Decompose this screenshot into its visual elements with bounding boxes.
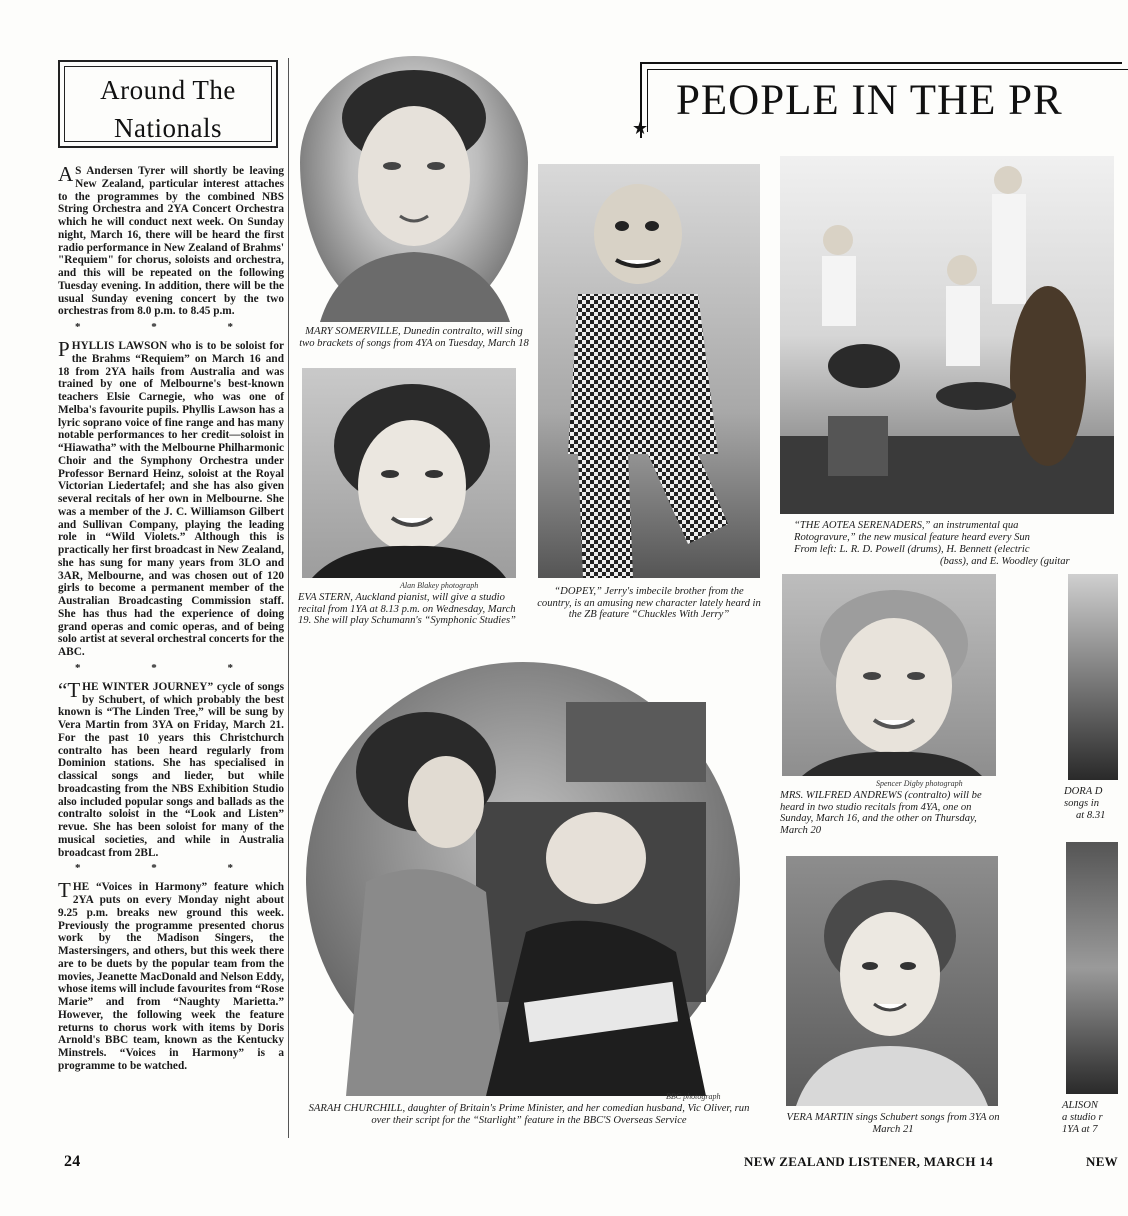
photo-vera-martin [786,856,998,1106]
page-headline: PEOPLE IN THE PR [676,77,1063,124]
caption-dora-line1: DORA D [1064,786,1103,797]
credit-bbc: BBC photograph [666,1092,721,1101]
caption-dora-line2: songs in [1064,798,1100,809]
publication-line: NEW ZEALAND LISTENER, MARCH 14 [744,1154,993,1169]
credit-digby: Spencer Digby photograph [876,779,963,788]
photo-alison-cropped [1066,842,1118,1094]
photo-mary-somerville [300,56,528,322]
separator-stars: * * * [75,862,267,875]
publication-line-next-page: NEW [1086,1154,1118,1169]
portrait-illustration [786,856,998,1106]
column-title-box [58,60,278,148]
caption-alison-line1: ALISON [1062,1100,1098,1111]
page-number: 24 [64,1153,81,1170]
puppet-illustration [538,164,760,578]
column-title-inner-frame [64,66,272,142]
credit-blakey: Alan Blakey photograph [400,581,479,590]
caption-martin: VERA MARTIN sings Schubert songs from 3YA on March 21 [786,1112,1000,1135]
caption-aotea-line3: From left: L. R. D. Powell (drums), H. Bennett (electric [794,544,1030,555]
photo-eva-stern [302,368,516,578]
caption-aotea-line2: Rotogravure,” the new musical feature heard every Sun [794,532,1030,543]
caption-aotea-line4: (bass), and E. Woodley (guitar [940,556,1070,567]
photo-churchill-oliver [306,662,740,1096]
paragraph-tyrer: A S Andersen Tyrer will shortly be leaving New Zealand, particular interest attaches to the programmes by the combined NBS String Orchestra and 2YA Concert Orchestra which he will conduct next week. On Sunday night, March 16, there will be heard the first radio performance in New Zealand of Brahms' "Requiem" for chorus, soloists and orchestra, and this will be repeated on the following Tuesday evening. In addition, there will be the usual Sunday evening concert by the two orchestras from 8.0 p.m. to 8.45 p.m. [58,162,284,318]
photo-mrs-andrews [782,574,996,776]
paragraph-winter-journey: “THE WINTER JOURNEY” cycle of songs by Schubert, of which probably the best known is “The Linden Tree,” will be sung by Vera Martin from 3YA on Friday, March 21. For the past 10 years this Christchurch contralto has been heard regularly from Dominion stations. She has specialised in classical songs and lieder, but while broadcasting from the NBS Exhibition Studio also included popular songs and ballads as the contralto soloist in the “Look and Listen” revue. She has been soloist for many of the musical societies, and while in Australia broadcast from 2BL. [58,677,284,859]
caption-somerville: MARY SOMERVILLE, Dunedin contralto, will sing two brackets of songs from 4YA on Tuesday, March 18 [299,326,529,349]
paragraph-voices-harmony: THE “Voices in Harmony” feature which 2YA puts on every Monday night about 9.25 p.m. breaks new ground this week. Previously the programme presented chorus work by the Madison Singers, the Mastersingers, and others, but this week there are to be duets by the popular team from the movies, Jeanette MacDonald and Nelson Eddy, whose items will include favourites from “Rose Marie” and from “Naughty Marietta.” However, the following week the feature returns to chorus work with items by Doris Arnold's BBC team, known as the Kentucky Minstrels. “Voices in Harmony” is a programme to be watched. [58,878,284,1072]
caption-aotea-line1: “THE AOTEA SERENADERS,” an instrumental qua [794,520,1019,531]
paragraph-lawson: PHYLLIS LAWSON who is to be soloist for the Brahms “Requiem” on March 16 and 18 from 2YA hails from Australia and was trained by one of Melbourne's best-known teachers Elsie Carnegie, who was one of Melba's favourite pupils. Phyllis Lawson has a lyric soprano voice of fine range and has many notable performances to her credit—soloist in “Hiawatha” with the Melbourne Philharmonic Choir and the Symphony Orchestra under Professor Bernard Heinz, soloist at the Royal Victorian Liedertafel; and she has also given several recitals of her own in Melbourne. She was a member of the J. C. Williamson Gilbert and Sullivan Company, playing the leading role in “Wild Violets.” Although this is practically her first broadcast in New Zealand, she has sung for many years from 3LO and 3AR, Melbourne, and was chosen out of 120 girls to become a permanent member of the Australian Broadcasting Commission staff. She has thus had the experience of doing grand operas and comic operas, and of being solo artist at several orchestral concerts for the ABC. [58,337,284,658]
column-rule [288,58,289,1138]
caption-alison-line2: a studio r [1062,1112,1103,1123]
portrait-illustration [302,368,516,578]
portrait-illustration [782,574,996,776]
star-ornament: ★ [632,118,649,138]
column-title-line1: Around The [100,75,236,105]
couple-illustration [306,662,740,1096]
separator-stars: * * * [75,661,267,674]
caption-churchill: SARAH CHURCHILL, daughter of Britain's Prime Minister, and her comedian husband, Vic Oliver, run over their script for the “Starlight” feature in the BBC'S Overseas Service [308,1103,750,1126]
caption-stern: EVA STERN, Auckland pianist, will give a studio recital from 1YA at 8.13 p.m. on Wednesday, March 19. She will play Schumann's “Symphonic Studies” [298,592,516,626]
separator-stars: * * * [75,321,267,333]
caption-dopey: “DOPEY,” Jerry's imbecile brother from the country, is an amusing new character lately heard in the ZB feature “Chuckles With Jerry” [537,586,761,620]
caption-dora-line3: at 8.31 [1076,810,1106,821]
band-illustration [780,156,1114,514]
caption-andrews: MRS. WILFRED ANDREWS (contralto) will be heard in two studio recitals from 4YA, one on Sunday, March 16, and the other on Thursday, March 20 [780,790,982,836]
portrait-illustration [300,56,528,322]
column-title-line2: Nationals [114,113,222,143]
photo-dopey-puppet [538,164,760,578]
photo-aotea-serenaders [780,156,1114,514]
article-column [58,162,284,1073]
caption-alison-line3: 1YA at 7 [1062,1124,1098,1135]
photo-dora-cropped [1068,574,1118,780]
